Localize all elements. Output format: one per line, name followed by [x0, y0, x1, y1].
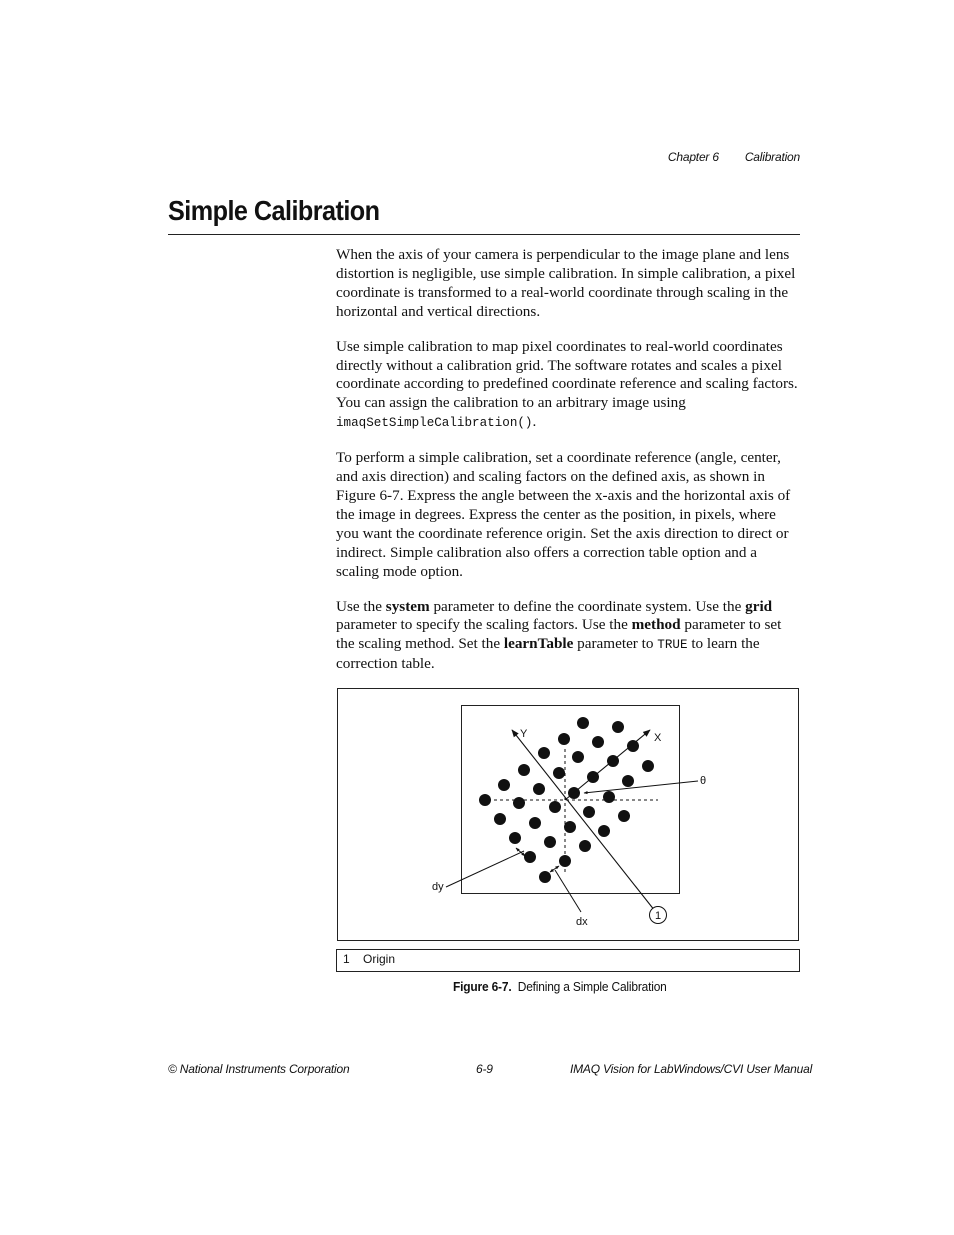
theta-leader	[584, 781, 698, 793]
grid-dot	[627, 740, 639, 752]
dx-dimension	[550, 866, 559, 872]
grid-dot	[518, 764, 530, 776]
caption-label: Figure 6-7.	[453, 979, 512, 994]
grid-dot	[509, 832, 521, 844]
legend-number: 1	[343, 952, 350, 966]
grid-dot	[572, 751, 584, 763]
body-text	[336, 246, 800, 690]
param-system: system	[385, 597, 430, 615]
grid-dot	[583, 806, 595, 818]
x-axis-arrow	[565, 730, 650, 800]
theta-label: θ	[700, 775, 707, 787]
figure-caption	[453, 979, 667, 994]
grid-dot	[642, 760, 654, 772]
grid-dot	[564, 821, 576, 833]
calibration-diagram	[338, 689, 800, 942]
param-learntable: learnTable	[503, 635, 574, 653]
caption-text: Defining a Simple Calibration	[517, 979, 667, 994]
footer-manual-title: IMAQ Vision for LabWindows/CVI User Manual	[570, 1062, 813, 1076]
true-constant: TRUE	[657, 638, 688, 653]
grid-dot	[558, 733, 570, 745]
figure-legend	[336, 949, 800, 972]
param-method: method	[631, 616, 681, 634]
grid-dot	[549, 801, 561, 813]
grid-dot	[538, 747, 550, 759]
grid-dot	[544, 836, 556, 848]
title-rule	[168, 234, 800, 235]
grid-dot	[479, 794, 491, 806]
grid-dot	[513, 797, 525, 809]
paragraph-2: Use simple calibration to map pixel coordinates to real-world coordinates directly without a calibration grid. The software rotates and scales a pixel coordinate according to predefined coordinate reference and scaling factors. You can assign the calibration to an arbitrary image using imaqSetSimpleCalibration().	[336, 337, 798, 431]
grid-dot	[618, 810, 630, 822]
grid-dot	[524, 851, 536, 863]
grid-dot	[498, 779, 510, 791]
grid-dot	[592, 736, 604, 748]
x-axis-label: X	[654, 732, 662, 744]
param-grid: grid	[745, 597, 773, 615]
dx-leader	[555, 870, 581, 912]
y-axis-label: Y	[520, 728, 528, 740]
section-title: Simple Calibration	[168, 195, 380, 226]
grid-dot	[494, 813, 506, 825]
function-name: imaqSetSimpleCalibration()	[336, 416, 533, 431]
origin-callout-number: 1	[654, 910, 662, 922]
grid-dot	[579, 840, 591, 852]
grid-dot	[529, 817, 541, 829]
dx-label: dx	[576, 916, 588, 928]
running-header	[668, 150, 800, 164]
paragraph-3: To perform a simple calibration, set a coordinate reference (angle, center, and axis direction) and scaling factors on the defined axis, as shown in Figure 6-7. Express the angle between the x-axis and the horizontal axis of the image in degrees. Express the center as the position, in pixels, where you want the coordinate reference origin. Set the axis direction to direct or indirect. Simple calibration also offers a correction table option and a scaling mode option.	[336, 449, 791, 580]
header-chapter: Chapter 6	[667, 150, 719, 164]
grid-dot	[559, 855, 571, 867]
grid-dot	[539, 871, 551, 883]
grid-dot	[553, 767, 565, 779]
grid-dot	[533, 783, 545, 795]
footer-copyright: © National Instruments Corporation	[168, 1062, 350, 1076]
paragraph-1: When the axis of your camera is perpendicular to the image plane and lens distortion is negligible, use simple calibration. In simple calibration, a pixel coordinate is transformed to a real-world coordinate through scaling in the horizontal and vertical directions.	[336, 246, 796, 320]
dy-dimension	[516, 848, 525, 856]
figure-frame	[337, 688, 799, 941]
grid-dot	[577, 717, 589, 729]
paragraph-4: Use the system parameter to define the coordinate system. Use the grid parameter to specify the scaling factors. Use the method parameter to set the scaling method. Set the learnTable parameter to TRUE to learn the correction table.	[336, 597, 782, 673]
grid-dot	[612, 721, 624, 733]
dy-leader	[446, 851, 524, 887]
grid-dot	[603, 791, 615, 803]
grid-dot	[598, 825, 610, 837]
dy-label: dy	[432, 881, 444, 893]
grid-dot	[622, 775, 634, 787]
legend-text: Origin	[363, 952, 396, 966]
footer-page-number: 6-9	[476, 1062, 493, 1076]
header-section: Calibration	[744, 150, 800, 164]
